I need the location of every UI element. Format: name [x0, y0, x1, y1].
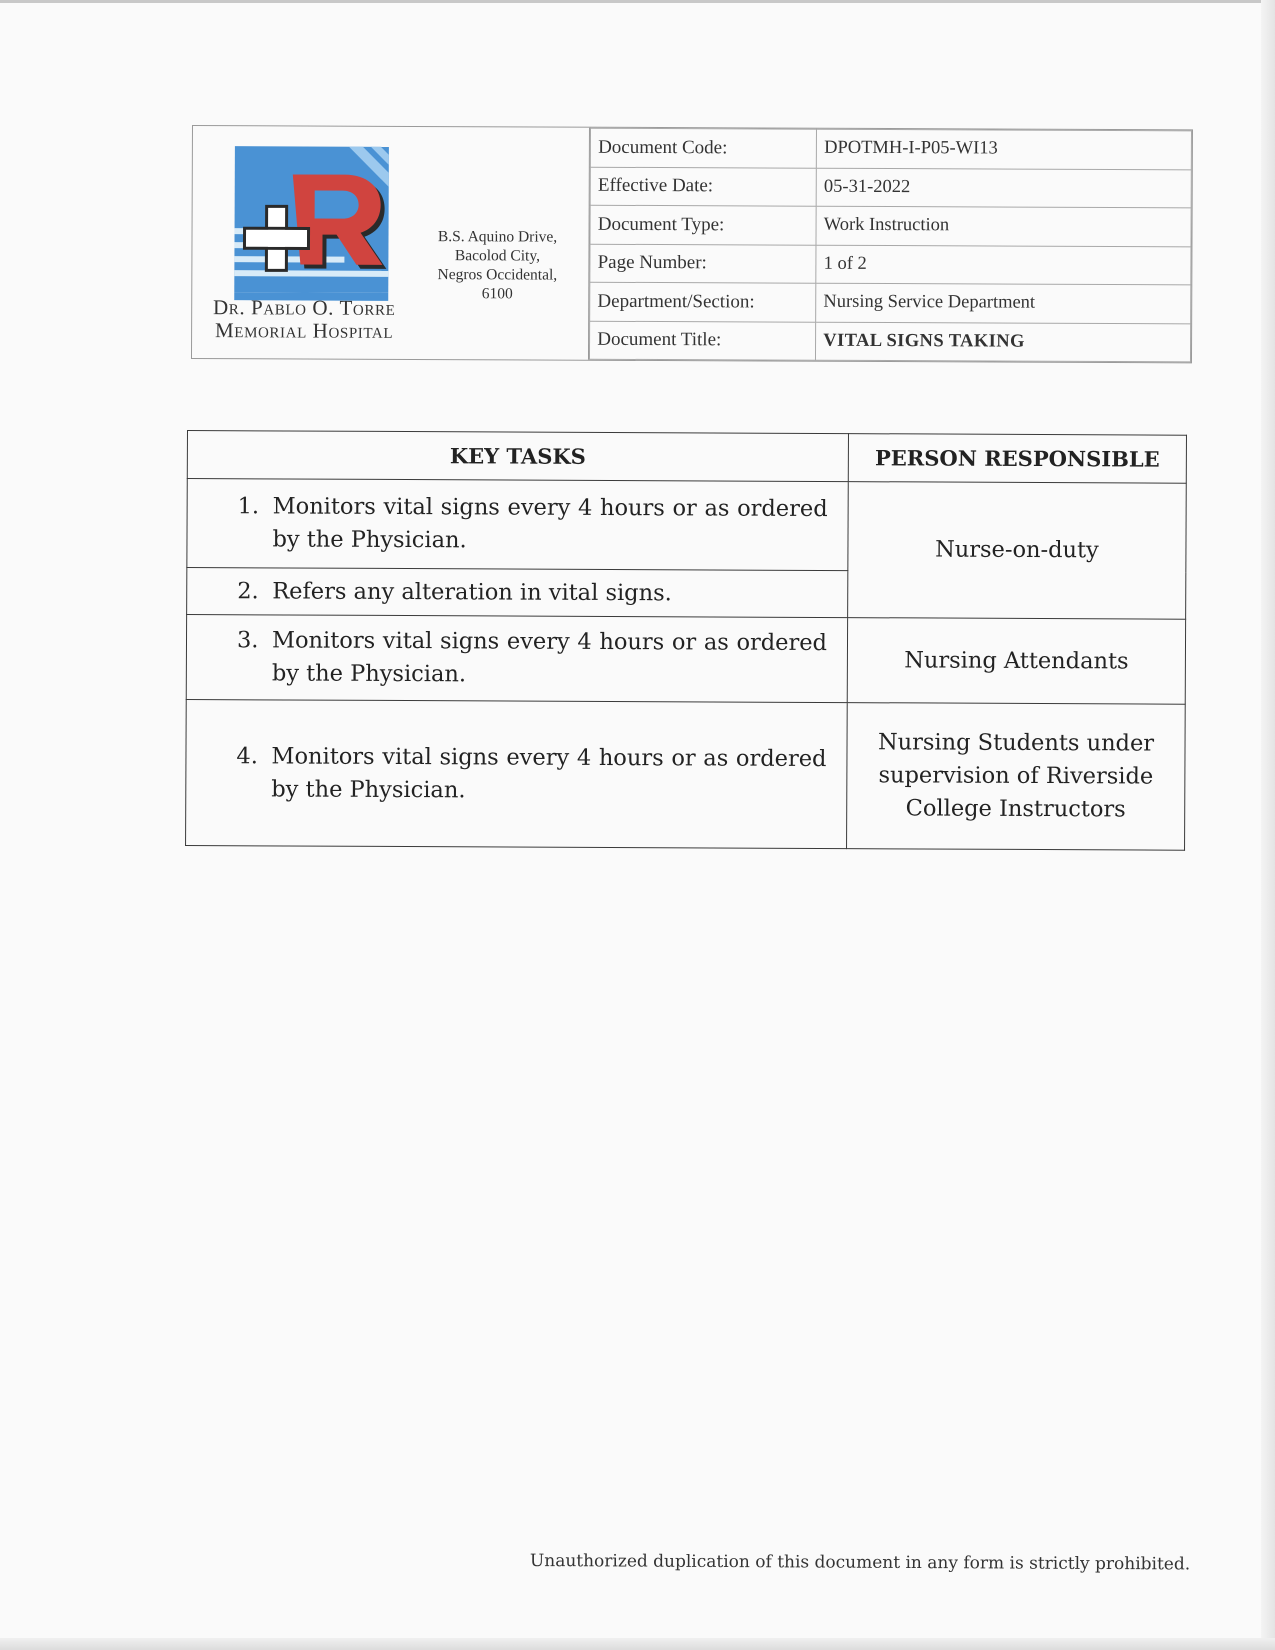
table-row	[187, 479, 1186, 573]
table-row	[186, 615, 1185, 705]
task-text: Monitors vital signs every 4 hours or as ordered by the Physician.	[271, 742, 827, 803]
meta-value-page-number: 1 of 2	[816, 245, 1191, 285]
task-cell	[186, 615, 847, 703]
header-key-tasks: KEY TASKS	[187, 431, 848, 482]
meta-row-document-title	[590, 321, 1191, 362]
hospital-logo-icon	[230, 142, 393, 303]
meta-row-document-type	[590, 205, 1191, 246]
task-text: Monitors vital signs every 4 hours or as ordered by the Physician.	[272, 493, 828, 554]
person-responsible: Nursing Attendants	[847, 618, 1185, 705]
meta-row-department	[590, 282, 1191, 323]
meta-row-document-code	[591, 128, 1192, 169]
task-cell	[187, 479, 848, 571]
meta-label: Department/Section:	[590, 282, 816, 321]
task-cell	[186, 699, 848, 848]
person-responsible: Nursing Students under supervision of Riverside College Instructors	[847, 703, 1186, 851]
hospital-name-line1: Dr. Pablo O. Torre	[212, 295, 396, 320]
meta-label: Document Title:	[590, 321, 816, 360]
hospital-identity	[192, 126, 590, 360]
meta-value-document-type: Work Instruction	[816, 206, 1191, 246]
meta-row-page-number	[590, 244, 1191, 285]
table-header-row	[187, 431, 1186, 484]
address-line2: Bacolod City,	[454, 247, 541, 265]
address-line3: Negros Occidental,	[437, 266, 558, 284]
hospital-name-line2: Memorial Hospital	[215, 318, 394, 343]
meta-label: Document Type:	[590, 205, 816, 244]
document-meta-table	[589, 128, 1192, 363]
hospital-name	[200, 296, 408, 343]
document-header	[191, 125, 1193, 363]
task-number: 1.	[237, 493, 260, 520]
meta-value-department: Nursing Service Department	[816, 283, 1191, 323]
meta-value-document-title: VITAL SIGNS TAKING	[816, 322, 1191, 362]
address-line4: 6100	[481, 285, 513, 303]
hospital-address	[422, 227, 572, 304]
page-edge-right	[1261, 0, 1275, 1650]
person-responsible: Nurse-on-duty	[848, 482, 1187, 620]
task-text: Refers any alteration in vital signs.	[272, 577, 672, 606]
address-line1: B.S. Aquino Drive,	[437, 228, 558, 246]
page-edge-top	[0, 0, 1275, 3]
meta-label: Page Number:	[590, 244, 816, 283]
meta-label: Effective Date:	[590, 167, 816, 206]
task-number: 4.	[236, 742, 258, 769]
task-cell	[187, 568, 848, 618]
table-row	[186, 699, 1186, 850]
footer-notice: Unauthorized duplication of this document in any form is strictly prohibited.	[529, 1551, 1191, 1575]
task-text: Monitors vital signs every 4 hours or as ordered by the Physician.	[271, 627, 828, 688]
key-tasks-table	[185, 430, 1187, 851]
meta-row-effective-date	[590, 167, 1191, 208]
task-number: 2.	[237, 577, 259, 604]
meta-label: Document Code:	[591, 128, 817, 167]
page-edge-bottom	[0, 1638, 1275, 1650]
task-number: 3.	[236, 627, 259, 654]
header-person-responsible: PERSON RESPONSIBLE	[848, 434, 1186, 484]
meta-value-document-code: DPOTMH-I-P05-WI13	[817, 129, 1192, 169]
meta-value-effective-date: 05-31-2022	[816, 168, 1191, 208]
